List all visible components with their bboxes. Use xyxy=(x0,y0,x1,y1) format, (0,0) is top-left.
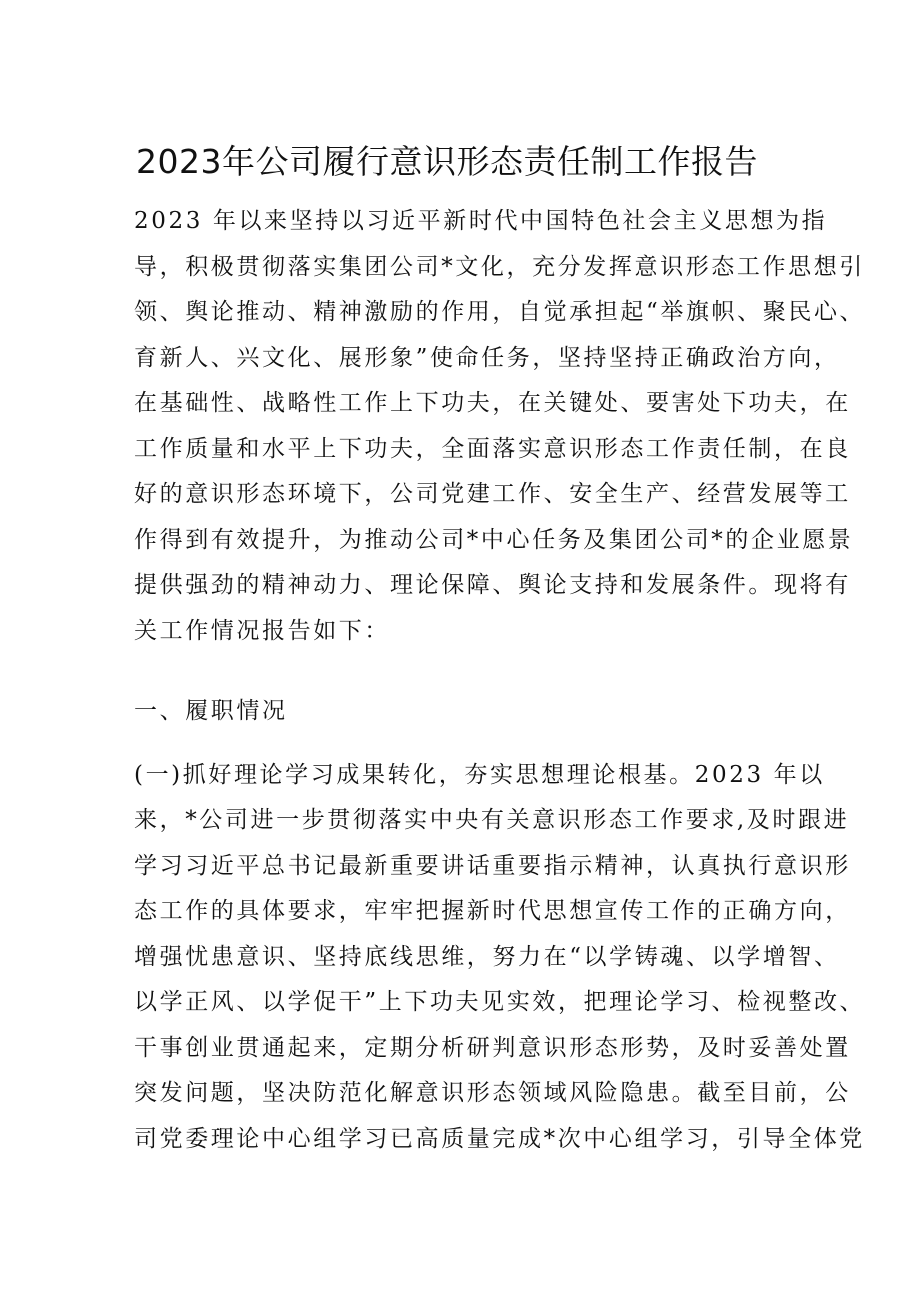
paragraph-line: 好的意识形态环境下，公司党建工作、安全生产、经营发展等工 xyxy=(134,481,851,507)
paragraph-line: 干事创业贯通起来，定期分析研判意识形态形势，及时妥善处置 xyxy=(134,1035,851,1061)
section-heading: 一、履职情况 xyxy=(134,698,288,724)
paragraph-line: 司党委理论中心组学习已高质量完成*次中心组学习，引导全体党 xyxy=(134,1126,865,1152)
paragraph-line: 导，积极贯彻落实集团公司*文化，充分发挥意识形态工作思想引 xyxy=(134,254,865,280)
paragraph-line: 以学正风、以学促干”上下功夫见实效，把理论学习、检视整改、 xyxy=(134,989,866,1015)
paragraph-line: 领、舆论推动、精神激励的作用，自觉承担起“举旗帜、聚民心、 xyxy=(134,299,866,325)
paragraph-line: 育新人、兴文化、展形象”使命任务，坚持坚持正确政治方向， xyxy=(134,345,840,371)
paragraph-line: (一)抓好理论学习成果转化，夯实思想理论根基。2023 年以 xyxy=(134,762,825,788)
document-title: 2023年公司履行意识形态责任制工作报告 xyxy=(136,142,758,181)
paragraph-line: 工作质量和水平上下功夫，全面落实意识形态工作责任制，在良 xyxy=(134,436,851,462)
paragraph-line: 态工作的具体要求，牢牢把握新时代思想宣传工作的正确方向， xyxy=(134,898,851,924)
paragraph-line: 学习习近平总书记最新重要讲话重要指示精神，认真执行意识形 xyxy=(134,853,851,879)
paragraph-line: 2023 年以来坚持以习近平新时代中国特色社会主义思想为指 xyxy=(134,208,828,234)
paragraph-line: 提供强劲的精神动力、理论保障、舆论支持和发展条件。现将有 xyxy=(134,572,851,598)
paragraph-line: 来，*公司进一步贯彻落实中央有关意识形态工作要求,及时跟进 xyxy=(134,807,850,833)
paragraph-line: 作得到有效提升，为推动公司*中心任务及集团公司*的企业愿景 xyxy=(134,527,854,553)
paragraph-line: 增强忧患意识、坚持底线思维，努力在“以学铸魂、以学增智、 xyxy=(134,944,840,970)
paragraph-line: 在基础性、战略性工作上下功夫，在关键处、要害处下功夫，在 xyxy=(134,390,851,416)
paragraph-line: 突发问题，坚决防范化解意识形态领域风险隐患。截至目前，公 xyxy=(134,1080,851,1106)
paragraph-line: 关工作情况报告如下： xyxy=(134,618,390,644)
